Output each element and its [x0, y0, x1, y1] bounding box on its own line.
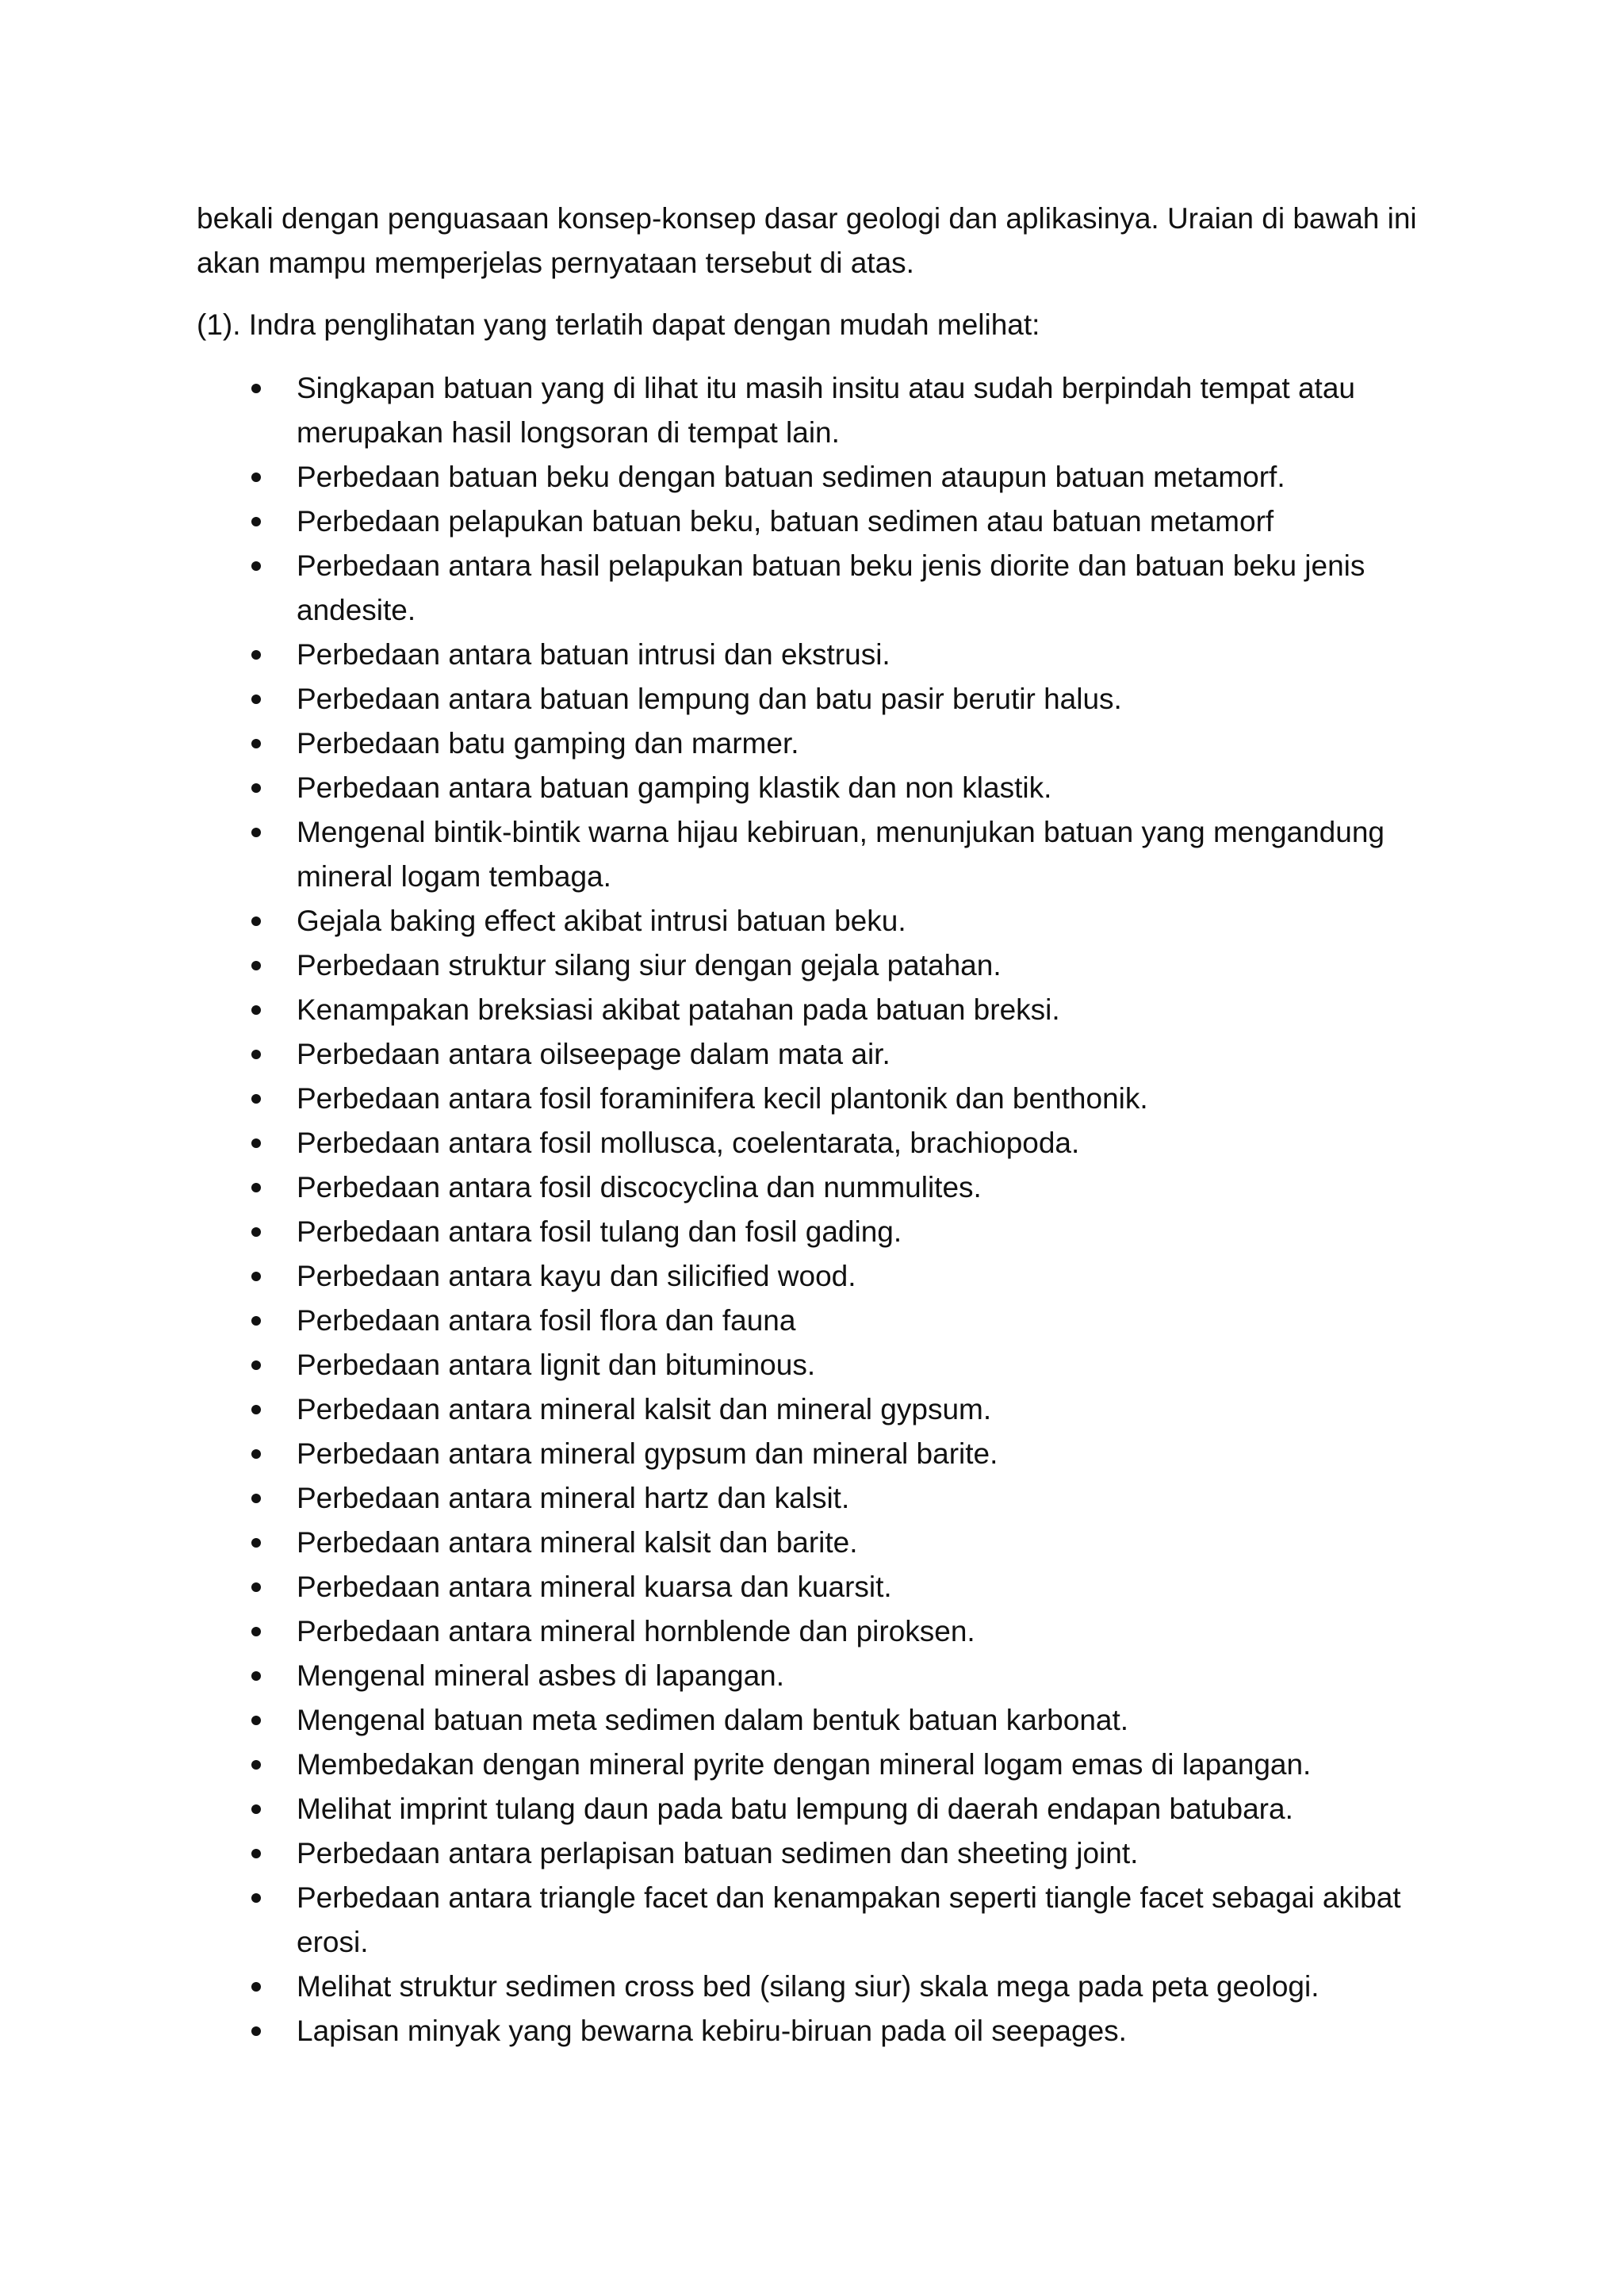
list-item-text: Perbedaan antara fosil discocyclina dan nummulites. [297, 1171, 982, 1203]
list-item-text: Perbedaan antara mineral kalsit dan barite. [297, 1526, 858, 1559]
list-item-text: Perbedaan antara batuan lempung dan batu pasir berutir halus. [297, 683, 1122, 715]
list-item-text: Perbedaan antara kayu dan silicified wood. [297, 1260, 856, 1292]
bullet-icon [251, 1627, 261, 1636]
list-item-text: Gejala baking effect akibat intrusi batuan beku. [297, 905, 906, 937]
lead-paragraph: (1). Indra penglihatan yang terlatih dapat dengan mudah melihat: [197, 308, 1040, 341]
list-item-text: Perbedaan antara perlapisan batuan sedimen dan sheeting joint. [297, 1837, 1139, 1869]
list-item-text: Perbedaan antara batuan gamping klastik dan non klastik. [297, 771, 1052, 804]
list-item-text: Perbedaan antara mineral hornblende dan piroksen. [297, 1615, 975, 1647]
list-item [197, 1210, 1450, 1254]
list-item-text: Perbedaan antara mineral gypsum dan mineral barite. [297, 1437, 998, 1470]
list-item-text: Melihat imprint tulang daun pada batu lempung di daerah endapan batubara. [297, 1793, 1293, 1825]
list-item [197, 1654, 1450, 1698]
list-item [197, 1743, 1450, 1787]
list-item-text: Singkapan batuan yang di lihat itu masih insitu atau sudah berpindah tempat atau merupakan hasil longsoran di tempat lain. [297, 372, 1355, 449]
bullet-icon [251, 739, 261, 748]
list-item [197, 1387, 1450, 1432]
list-item [197, 1254, 1450, 1299]
bullet-icon [251, 1272, 261, 1281]
bullet-icon [251, 650, 261, 660]
list-item-text: Perbedaan batuan beku dengan batuan sedimen ataupun batuan metamorf. [297, 461, 1285, 493]
bullet-icon [251, 1760, 261, 1770]
list-item-text: Perbedaan pelapukan batuan beku, batuan sedimen atau batuan metamorf [297, 505, 1274, 538]
list-item [197, 1299, 1450, 1343]
list-item [197, 1565, 1450, 1609]
bullet-icon [251, 1405, 261, 1414]
list-item [197, 1476, 1450, 1521]
list-item [197, 544, 1450, 633]
bullet-icon [251, 1449, 261, 1459]
bullet-icon [251, 1582, 261, 1592]
bullet-icon [251, 916, 261, 926]
list-item [197, 988, 1450, 1032]
document-page [197, 197, 1450, 2053]
list-item [197, 677, 1450, 721]
bullet-list [197, 366, 1450, 2053]
bullet-icon [251, 384, 261, 393]
list-item-text: Perbedaan antara fosil flora dan fauna [297, 1304, 796, 1337]
list-item-text: Melihat struktur sedimen cross bed (silang siur) skala mega pada peta geologi. [297, 1970, 1320, 2003]
list-item [197, 1432, 1450, 1476]
list-item-text: Perbedaan antara fosil foraminifera kecil plantonik dan benthonik. [297, 1082, 1148, 1115]
bullet-icon [251, 1982, 261, 1992]
list-item-text: Membedakan dengan mineral pyrite dengan mineral logam emas di lapangan. [297, 1748, 1312, 1781]
intro-paragraph: bekali dengan penguasaan konsep-konsep dasar geologi dan aplikasinya. Uraian di bawah ini akan mampu memperjelas pernyataan tersebut di atas. [197, 202, 1417, 279]
list-item-text: Perbedaan antara batuan intrusi dan ekstrusi. [297, 638, 891, 671]
list-item-text: Mengenal batuan meta sedimen dalam bentuk batuan karbonat. [297, 1704, 1129, 1736]
list-item-text: Lapisan minyak yang bewarna kebiru-biruan pada oil seepages. [297, 2015, 1127, 2047]
bullet-icon [251, 561, 261, 571]
bullet-icon [251, 1494, 261, 1503]
list-item [197, 1965, 1450, 2009]
bullet-icon [251, 517, 261, 526]
list-item [197, 899, 1450, 943]
list-item-text: Perbedaan antara fosil mollusca, coelentarata, brachiopoda. [297, 1127, 1080, 1159]
bullet-icon [251, 961, 261, 970]
bullet-icon [251, 2026, 261, 2036]
list-item-text: Perbedaan antara fosil tulang dan fosil gading. [297, 1215, 902, 1248]
list-item-text: Perbedaan antara triangle facet dan kenampakan seperti tiangle facet sebagai akibat erosi. [297, 1881, 1401, 1958]
list-item [197, 633, 1450, 677]
bullet-icon [251, 1804, 261, 1814]
list-item [197, 1032, 1450, 1077]
bullet-icon [251, 828, 261, 837]
bullet-icon [251, 1227, 261, 1237]
bullet-icon [251, 1316, 261, 1326]
bullet-icon [251, 783, 261, 793]
list-item-text: Perbedaan antara mineral kuarsa dan kuarsit. [297, 1571, 892, 1603]
list-item [197, 1876, 1450, 1965]
list-item [197, 1165, 1450, 1210]
list-item [197, 766, 1450, 810]
bullet-icon [251, 1138, 261, 1148]
list-item [197, 1343, 1450, 1387]
list-item [197, 943, 1450, 988]
bullet-icon [251, 1716, 261, 1725]
bullet-icon [251, 1849, 261, 1858]
list-item-text: Kenampakan breksiasi akibat patahan pada batuan breksi. [297, 993, 1060, 1026]
bullet-icon [251, 695, 261, 704]
list-item-text: Perbedaan antara mineral hartz dan kalsit. [297, 1482, 850, 1514]
bullet-icon [251, 1893, 261, 1903]
list-item [197, 1521, 1450, 1565]
list-item [197, 2009, 1450, 2053]
bullet-icon [251, 1050, 261, 1059]
list-item-text: Mengenal bintik-bintik warna hijau kebiruan, menunjukan batuan yang mengandung mineral logam tembaga. [297, 816, 1385, 893]
list-item-text: Perbedaan antara mineral kalsit dan mineral gypsum. [297, 1393, 992, 1425]
list-item-text: Perbedaan struktur silang siur dengan gejala patahan. [297, 949, 1002, 982]
list-item [197, 1787, 1450, 1831]
bullet-icon [251, 1360, 261, 1370]
bullet-icon [251, 473, 261, 482]
list-item [197, 1077, 1450, 1121]
list-item [197, 721, 1450, 766]
list-item-text: Perbedaan antara oilseepage dalam mata air. [297, 1038, 891, 1070]
bullet-icon [251, 1005, 261, 1015]
bullet-icon [251, 1183, 261, 1192]
list-item [197, 810, 1450, 899]
list-item-text: Perbedaan antara hasil pelapukan batuan beku jenis diorite dan batuan beku jenis andesite. [297, 549, 1365, 626]
list-item [197, 1609, 1450, 1654]
bullet-icon [251, 1094, 261, 1104]
bullet-icon [251, 1671, 261, 1681]
list-item [197, 1121, 1450, 1165]
list-item-text: Perbedaan antara lignit dan bituminous. [297, 1349, 816, 1381]
list-item [197, 1698, 1450, 1743]
list-item-text: Perbedaan batu gamping dan marmer. [297, 727, 799, 760]
list-item [197, 499, 1450, 544]
list-item [197, 455, 1450, 499]
bullet-icon [251, 1538, 261, 1548]
list-item [197, 366, 1450, 455]
list-item-text: Mengenal mineral asbes di lapangan. [297, 1659, 785, 1692]
list-item [197, 1831, 1450, 1876]
